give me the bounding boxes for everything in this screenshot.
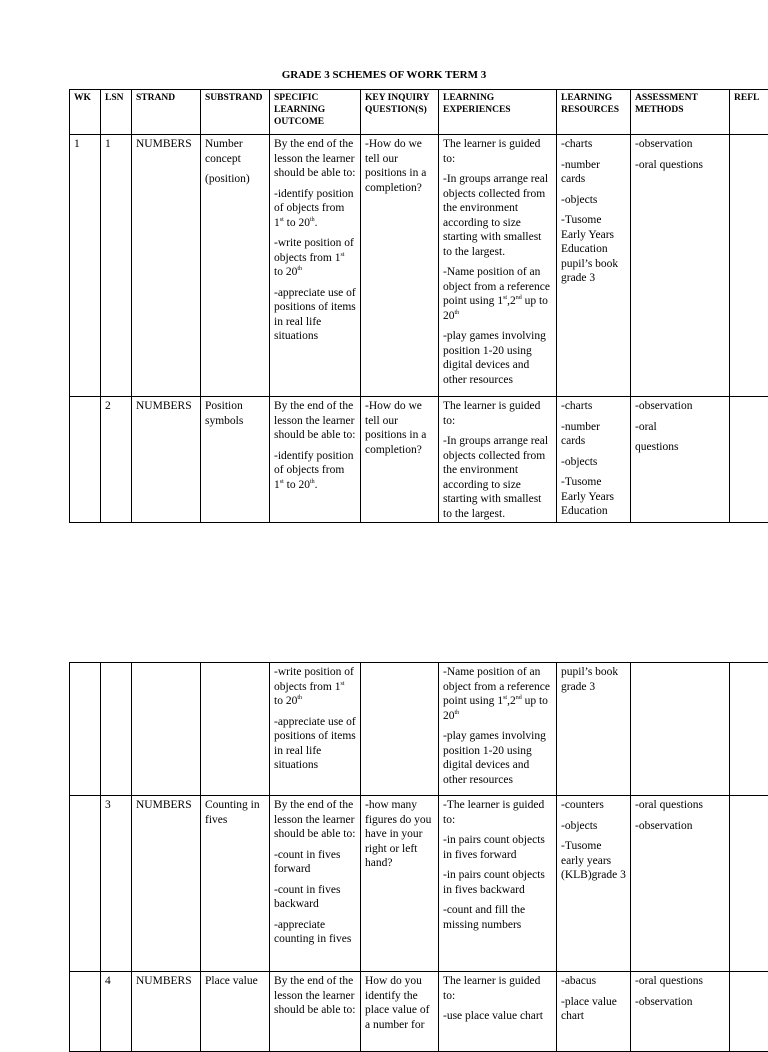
resources-line: -objects <box>561 455 626 470</box>
cell-substrand <box>201 135 270 397</box>
cell-lsn: 2 <box>101 397 132 523</box>
header-refl: REFL <box>730 90 768 135</box>
cell-wk: 1 <box>70 135 101 397</box>
cell-lsn: 3 <box>101 796 132 972</box>
experiences-line: -Name position of an object from a reference point using 1st,2nd up to 20th <box>443 265 552 323</box>
outcome-line: -write position of objects from 1st to 20th <box>274 665 356 709</box>
cell-strand: NUMBERS <box>132 135 201 397</box>
assessment-line: -oral questions <box>635 158 725 173</box>
question-line: -How do we tell our positions in a completion? <box>365 399 434 457</box>
assessment-line: -oral questions <box>635 798 725 813</box>
cell-substrand <box>201 796 270 972</box>
cell-resources <box>557 972 631 1052</box>
outcome-line: -identify position of objects from 1st to 20th. <box>274 187 356 231</box>
cell-question <box>361 135 439 397</box>
experiences-line: The learner is guided to: <box>443 137 552 166</box>
resources-line: -Tusome Early Years Education <box>561 475 626 519</box>
cell-question <box>361 972 439 1052</box>
cell-experiences <box>439 663 557 796</box>
assessment-line: -observation <box>635 995 725 1010</box>
assessment-line: -observation <box>635 137 725 152</box>
cell-resources <box>557 135 631 397</box>
cell-resources <box>557 796 631 972</box>
cell-refl <box>730 135 768 397</box>
experiences-line: -play games involving position 1-20 using digital devices and other resources <box>443 729 552 787</box>
scheme-table-part-1 <box>69 89 768 523</box>
experiences-line: -in pairs count objects in fives forward <box>443 833 552 862</box>
header-substrand: SUBSTRAND <box>201 90 270 135</box>
substrand-line: Counting in fives <box>205 798 265 827</box>
header-outcome: SPECIFIC LEARNING OUTCOME <box>270 90 361 135</box>
cell-lsn <box>101 663 132 796</box>
outcome-line: By the end of the lesson the learner should be able to: <box>274 974 356 1018</box>
header-question: KEY INQUIRY QUESTION(S) <box>361 90 439 135</box>
experiences-line: -in pairs count objects in fives backward <box>443 868 552 897</box>
resources-line: -place value chart <box>561 995 626 1024</box>
outcome-line: -count in fives forward <box>274 848 356 877</box>
question-line: How do you identify the place value of a number for <box>365 974 434 1032</box>
outcome-line: -appreciate use of positions of items in real life situations <box>274 715 356 773</box>
cell-refl <box>730 796 768 972</box>
resources-line: -Tusome early years (KLB)grade 3 <box>561 839 626 883</box>
scheme-table-part-2 <box>69 662 768 1052</box>
substrand-line: (position) <box>205 172 265 187</box>
cell-resources <box>557 397 631 523</box>
cell-outcome <box>270 397 361 523</box>
table-row <box>70 663 768 796</box>
cell-strand: NUMBERS <box>132 397 201 523</box>
resources-line: -abacus <box>561 974 626 989</box>
header-row <box>70 90 768 135</box>
header-resources: LEARNING RESOURCES <box>557 90 631 135</box>
header-wk: WK <box>70 90 101 135</box>
table-row <box>70 135 768 397</box>
cell-wk <box>70 397 101 523</box>
cell-outcome <box>270 663 361 796</box>
resources-line: -Tusome Early Years Education pupil’s book grade 3 <box>561 213 626 286</box>
resources-line: -objects <box>561 819 626 834</box>
cell-strand: NUMBERS <box>132 796 201 972</box>
assessment-line: -oral questions <box>635 974 725 989</box>
substrand-line: Number concept <box>205 137 265 166</box>
resources-line: -counters <box>561 798 626 813</box>
resources-line: -charts <box>561 399 626 414</box>
outcome-line: -appreciate use of positions of items in real life situations <box>274 286 356 344</box>
cell-assessment <box>631 397 730 523</box>
cell-resources <box>557 663 631 796</box>
question-line: -how many figures do you have in your right or left hand? <box>365 798 434 871</box>
header-strand: STRAND <box>132 90 201 135</box>
cell-strand <box>132 663 201 796</box>
cell-experiences <box>439 972 557 1052</box>
cell-question <box>361 796 439 972</box>
outcome-line: By the end of the lesson the learner should be able to: <box>274 399 356 443</box>
cell-outcome <box>270 135 361 397</box>
cell-experiences <box>439 397 557 523</box>
cell-outcome <box>270 972 361 1052</box>
experiences-line: -Name position of an object from a reference point using 1st,2nd up to 20th <box>443 665 552 723</box>
assessment-line: -observation <box>635 399 725 414</box>
cell-lsn: 4 <box>101 972 132 1052</box>
experiences-line: The learner is guided to: <box>443 399 552 428</box>
resources-line: -number cards <box>561 420 626 449</box>
outcome-line: By the end of the lesson the learner should be able to: <box>274 137 356 181</box>
cell-assessment <box>631 663 730 796</box>
header-assessment: ASSESSMENT METHODS <box>631 90 730 135</box>
experiences-line: -In groups arrange real objects collected from the environment according to size starting with smallest to the largest. <box>443 172 552 259</box>
cell-refl <box>730 972 768 1052</box>
substrand-line: Position symbols <box>205 399 265 428</box>
cell-lsn: 1 <box>101 135 132 397</box>
cell-question <box>361 663 439 796</box>
table-row <box>70 397 768 523</box>
assessment-line: questions <box>635 440 725 455</box>
cell-substrand <box>201 972 270 1052</box>
cell-assessment <box>631 972 730 1052</box>
cell-wk <box>70 663 101 796</box>
outcome-line: -count in fives backward <box>274 883 356 912</box>
cell-assessment <box>631 135 730 397</box>
cell-experiences <box>439 796 557 972</box>
cell-experiences <box>439 135 557 397</box>
experiences-line: -play games involving position 1-20 using digital devices and other resources <box>443 329 552 387</box>
experiences-line: -In groups arrange real objects collected from the environment according to size starting with smallest to the largest. <box>443 434 552 521</box>
table-row <box>70 796 768 972</box>
cell-refl <box>730 397 768 523</box>
cell-substrand <box>201 397 270 523</box>
cell-assessment <box>631 796 730 972</box>
cell-wk <box>70 796 101 972</box>
experiences-line: -The learner is guided to: <box>443 798 552 827</box>
resources-line: pupil’s book grade 3 <box>561 665 626 694</box>
cell-outcome <box>270 796 361 972</box>
outcome-line: -appreciate counting in fives <box>274 918 356 947</box>
cell-substrand <box>201 663 270 796</box>
experiences-line: -use place value chart <box>443 1009 552 1024</box>
outcome-line: -identify position of objects from 1st to 20th. <box>274 449 356 493</box>
cell-wk <box>70 972 101 1052</box>
assessment-line: -oral <box>635 420 725 435</box>
outcome-line: By the end of the lesson the learner should be able to: <box>274 798 356 842</box>
question-line: -How do we tell our positions in a completion? <box>365 137 434 195</box>
header-lsn: LSN <box>101 90 132 135</box>
experiences-line: -count and fill the missing numbers <box>443 903 552 932</box>
cell-refl <box>730 663 768 796</box>
header-experiences: LEARNING EXPERIENCES <box>439 90 557 135</box>
outcome-line: -write position of objects from 1st to 20th <box>274 236 356 280</box>
document-title: GRADE 3 SCHEMES OF WORK TERM 3 <box>0 69 768 81</box>
substrand-line: Place value <box>205 974 265 989</box>
experiences-line: The learner is guided to: <box>443 974 552 1003</box>
resources-line: -objects <box>561 193 626 208</box>
resources-line: -number cards <box>561 158 626 187</box>
table-row <box>70 972 768 1052</box>
assessment-line: -observation <box>635 819 725 834</box>
cell-strand: NUMBERS <box>132 972 201 1052</box>
cell-question <box>361 397 439 523</box>
resources-line: -charts <box>561 137 626 152</box>
